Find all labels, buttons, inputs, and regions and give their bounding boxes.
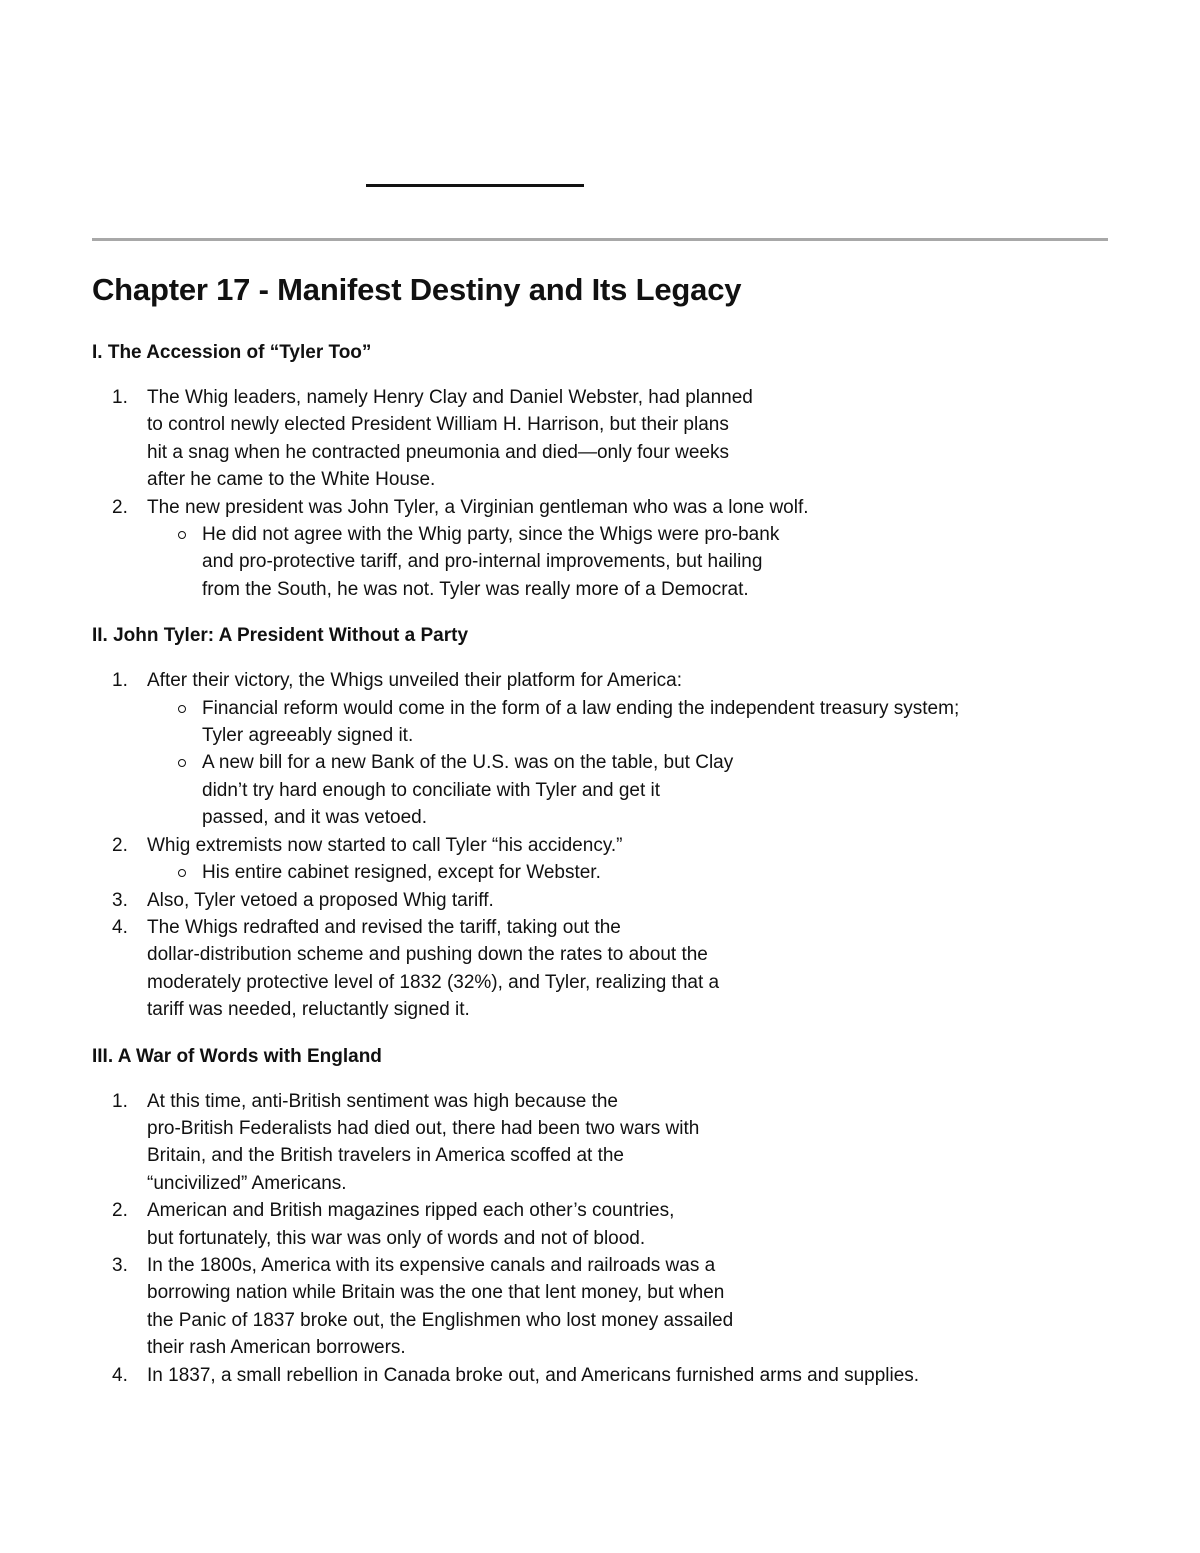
list-item — [92, 914, 1112, 1024]
list-item-text: Whig extremists now started to call Tyler “his accidency.” — [147, 834, 623, 856]
list-item — [92, 667, 1112, 831]
list-item — [92, 494, 1112, 604]
hollow-circle-bullet-icon — [178, 869, 186, 877]
list-item — [92, 384, 1112, 494]
list-item-number: 4. — [112, 916, 128, 938]
list-item-text: The Whig leaders, namely Henry Clay and Daniel Webster, had planned to control newly elected President William H. Harrison, but their plans hit a snag when he contracted pneumonia and died—only four weeks after he came to the White House. — [147, 387, 753, 491]
sub-list-item-text: Financial reform would come in the form of a law ending the independent treasury system; Tyler agreeably signed it. — [202, 697, 960, 747]
sub-list-item-text: His entire cabinet resigned, except for Webster. — [202, 862, 601, 884]
sub-list — [147, 695, 1112, 832]
sub-list-item-text: He did not agree with the Whig party, since the Whigs were pro-bank and pro-protective tariff, and pro-internal improvements, but hailing from the South, he was not. Tyler was really more of a Democrat. — [202, 524, 780, 600]
list-item-text: The new president was John Tyler, a Virginian gentleman who was a lone wolf. — [147, 496, 809, 518]
list-item-number: 4. — [112, 1364, 128, 1386]
list-item-text: In 1837, a small rebellion in Canada broke out, and Americans furnished arms and supplies. — [147, 1364, 920, 1386]
sub-list-item — [147, 695, 1112, 750]
numbered-list — [92, 1088, 1112, 1389]
section — [92, 623, 1112, 1023]
list-item-number: 2. — [112, 834, 128, 856]
document-content — [92, 268, 1112, 1409]
list-item-text: Also, Tyler vetoed a proposed Whig tariff. — [147, 889, 494, 911]
sub-list-item-text: A new bill for a new Bank of the U.S. was on the table, but Clay didn’t try hard enough to conciliate with Tyler and get it passed, and it was vetoed. — [202, 752, 734, 829]
sub-list — [147, 859, 1112, 886]
list-item-number: 1. — [112, 387, 128, 408]
sub-list — [147, 521, 1112, 603]
list-item — [92, 1088, 1112, 1198]
list-item — [92, 832, 1112, 887]
sections-container — [92, 340, 1112, 1389]
hollow-circle-bullet-icon — [178, 531, 186, 539]
list-item — [92, 1197, 1112, 1252]
section — [92, 1044, 1112, 1389]
hollow-circle-bullet-icon — [178, 759, 186, 767]
list-item — [92, 1362, 1112, 1389]
list-item-text: At this time, anti-British sentiment was high because the pro-British Federalists had died out, there had been two wars with Britain, and the British travelers in America scoffed at the “uncivilized” Americans. — [147, 1090, 700, 1194]
list-item-number: 2. — [112, 496, 128, 518]
list-item-number: 1. — [112, 670, 128, 692]
list-item-text: In the 1800s, America with its expensive canals and railroads was a borrowing nation while Britain was the one that lent money, but when the Panic of 1837 broke out, the Englishmen who lost money assailed their rash American borrowers. — [147, 1254, 734, 1359]
section-heading: II. John Tyler: A President Without a Party — [92, 625, 469, 647]
list-item-number: 2. — [112, 1200, 128, 1222]
sub-list-item — [147, 749, 1112, 831]
sub-list-item — [147, 521, 1112, 603]
name-blank-line — [366, 184, 584, 187]
section-heading: I. The Accession of “Tyler Too” — [92, 342, 372, 363]
list-item-number: 3. — [112, 1254, 128, 1276]
list-item-number: 1. — [112, 1090, 128, 1112]
chapter-title: Chapter 17 - Manifest Destiny and Its Legacy — [92, 272, 742, 307]
numbered-list — [92, 667, 1112, 1023]
list-item-number: 3. — [112, 889, 128, 911]
section-heading: III. A War of Words with England — [92, 1045, 382, 1067]
list-item — [92, 1252, 1112, 1362]
horizontal-divider — [92, 238, 1108, 241]
list-item-text: After their victory, the Whigs unveiled their platform for America: — [147, 670, 683, 692]
hollow-circle-bullet-icon — [178, 705, 186, 713]
list-item-text: The Whigs redrafted and revised the tariff, taking out the dollar-distribution scheme and pushing down the rates to about the moderately protective level of 1832 (32%), and Tyler, realizing that a tariff was needed, reluctantly signed it. — [147, 916, 720, 1021]
list-item — [92, 887, 1112, 914]
sub-list-item — [147, 859, 1112, 886]
list-item-text: American and British magazines ripped each other’s countries, but fortunately, this war was only of words and not of blood. — [147, 1200, 675, 1249]
numbered-list — [92, 384, 1112, 603]
section — [92, 340, 1112, 603]
